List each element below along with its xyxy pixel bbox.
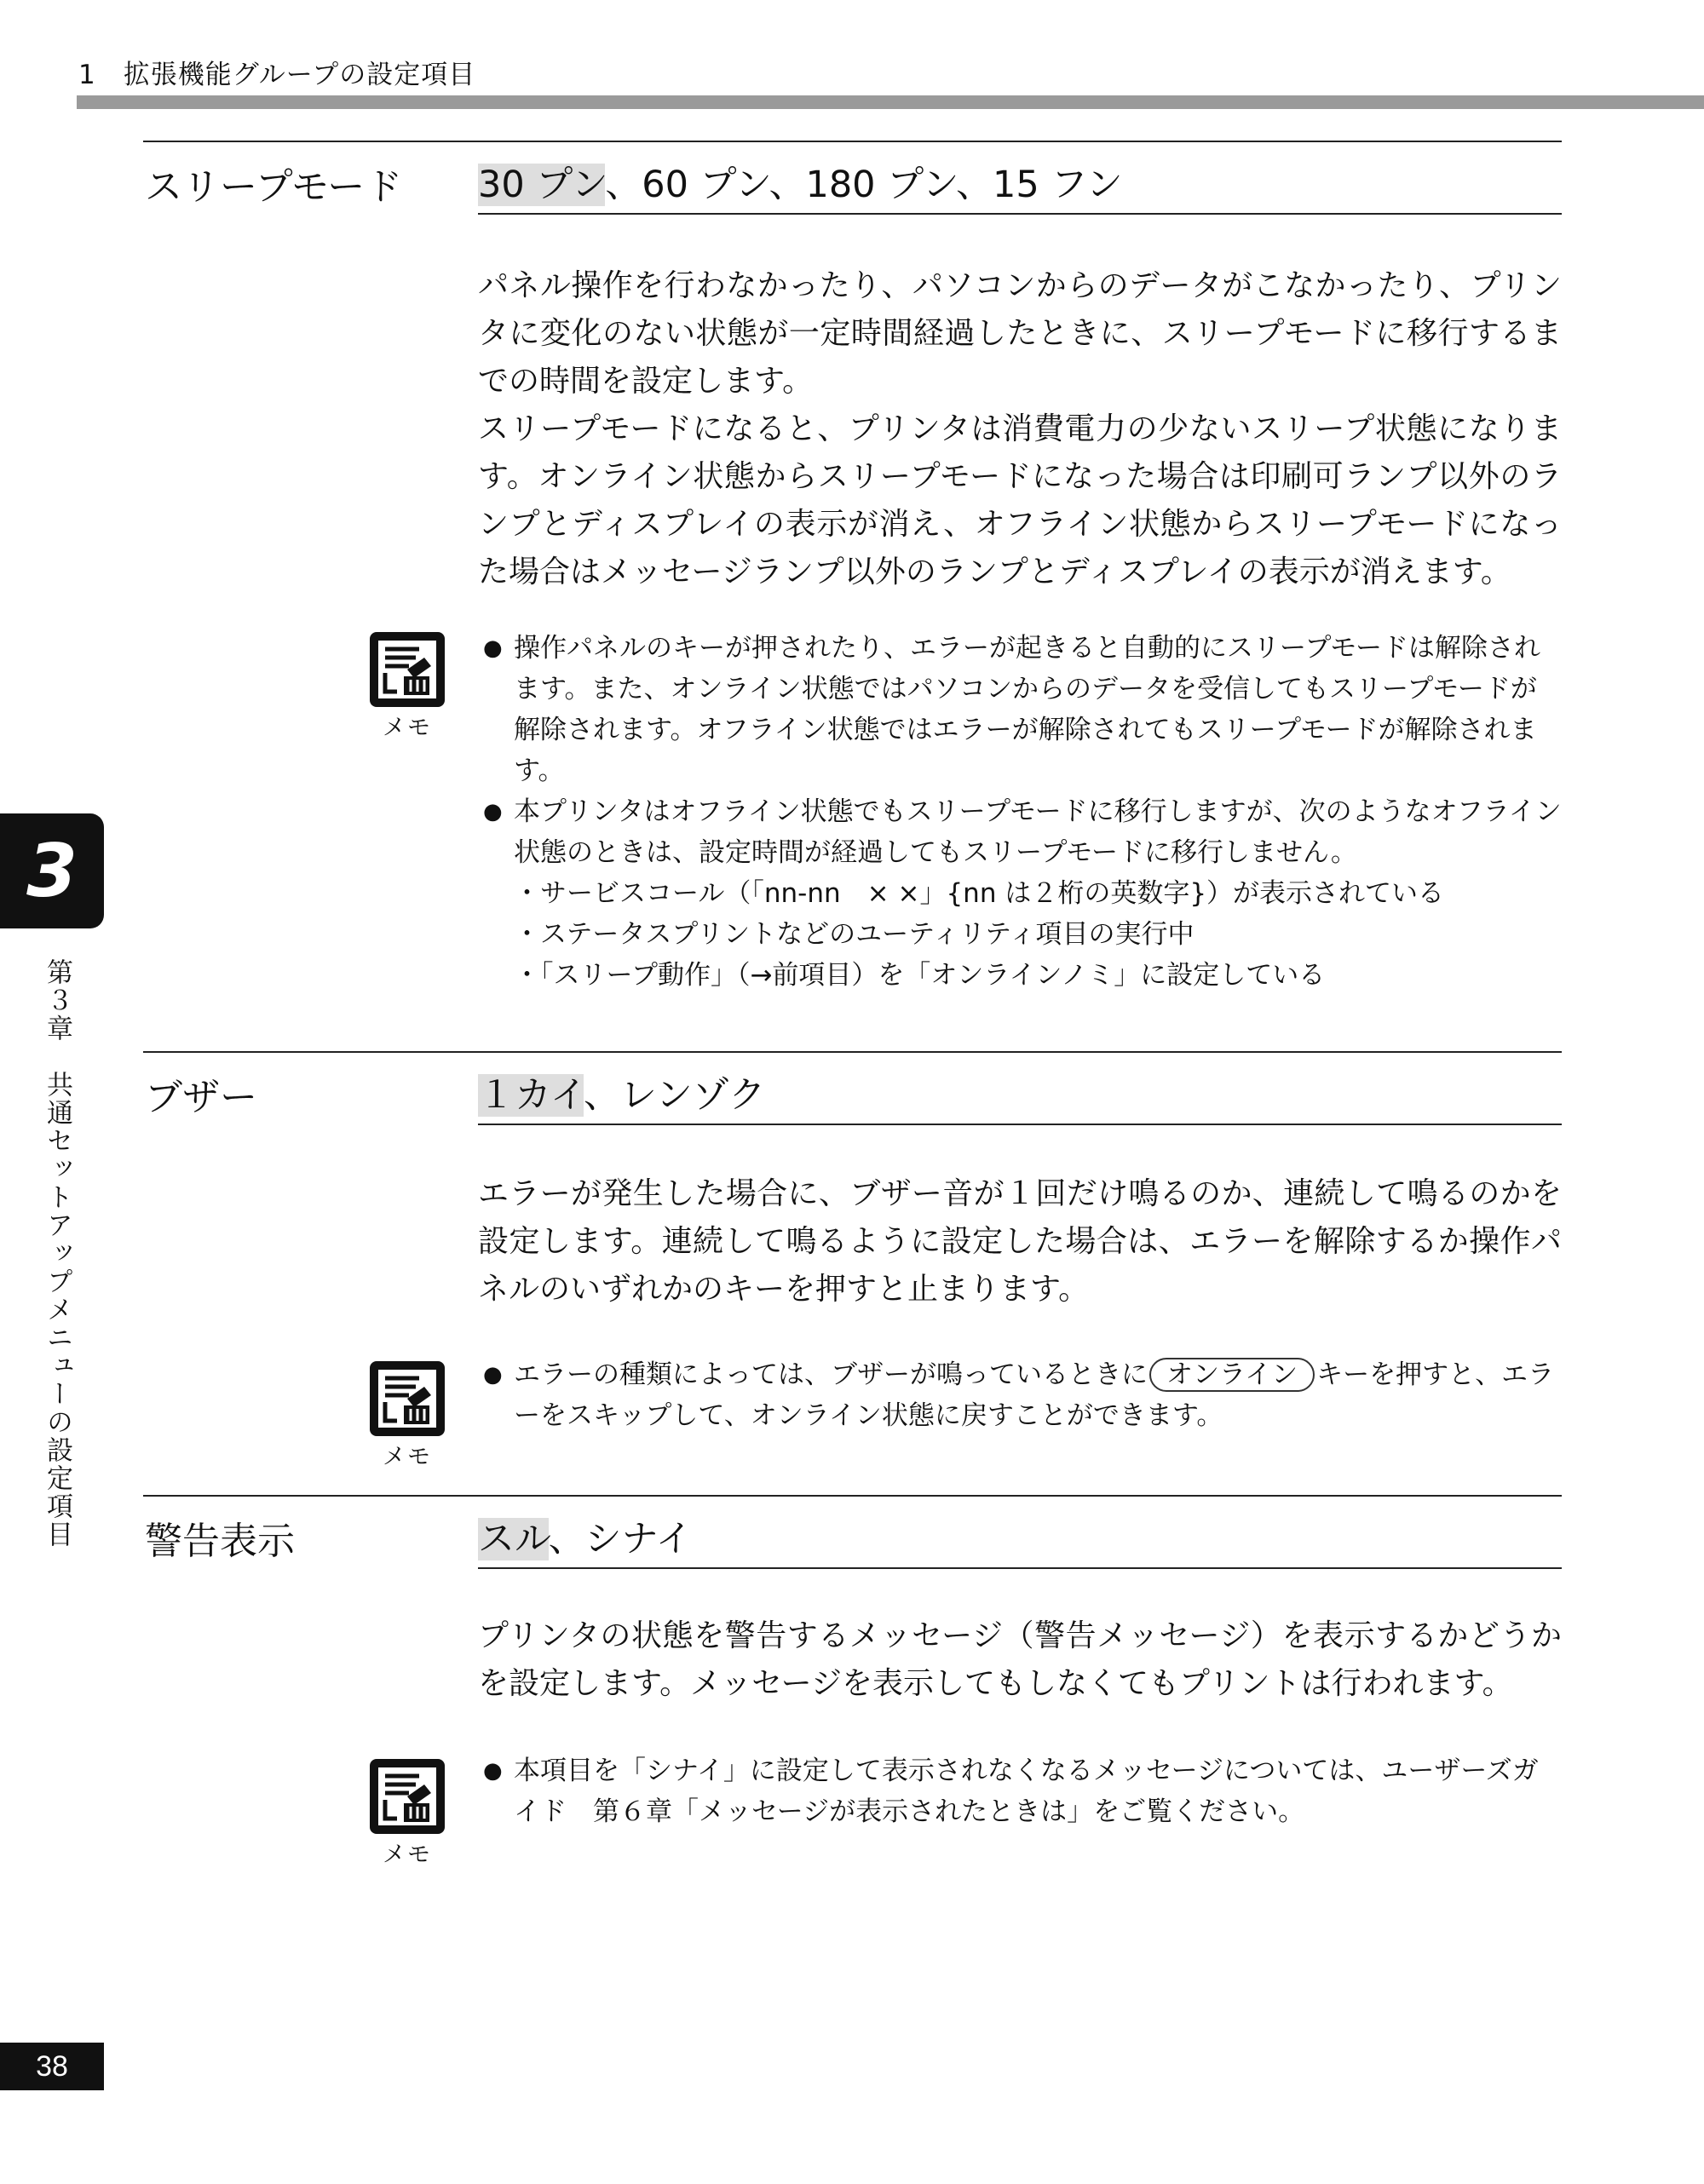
chapter-tab: 3 [0,813,104,928]
memo-pencil-icon [368,1757,446,1836]
bullet-icon: ● [483,1758,503,1784]
section-rule [143,1051,1562,1053]
memo-icon [368,1757,446,1869]
memo-item: ● エラーの種類によっては、ブザーが鳴っているときに オンライン キーを押すと、エラーをスキップして、オンライン状態に戻すことができます。 [514,1354,1562,1436]
chapter-vertical-title: 第３章 共通セットアップメニューの設定項目 [42,958,72,1549]
option-list [478,156,1562,215]
option-others: 、シナイ [548,1518,693,1560]
header-rule [77,95,1704,109]
option-selected: 30 プン [478,164,606,206]
memo-list [483,1354,1562,1436]
section-description [478,1612,1562,1708]
online-key: オンライン [1149,1358,1315,1392]
memo-icon [368,630,446,742]
bullet-icon: ● [483,635,503,661]
memo-item: ● 本プリンタはオフライン状態でもスリープモードに移行しますが、次のようなオフライン状態のときは、設定時間が経過してもスリープモードに移行しません。 ・サービスコール（「nn-nn × ×」{nn は２桁の英数字}）が表示されている ・ステータスプリントなどのユーティリティ項目の実行中 ・「スリープ動作」（→前項目）を「オンラインノミ」に設定している [514,791,1562,996]
option-selected: スル [478,1518,549,1560]
memo-icon [368,1359,446,1471]
option-others: 、レンゾク [583,1074,766,1117]
memo-item: ● 本項目を「シナイ」に設定して表示されなくなるメッセージについては、ユーザーズガイド 第６章「メッセージが表示されたときは」をご覧ください。 [514,1750,1562,1832]
running-header: 1 拡張機能グループの設定項目 [78,60,476,90]
bullet-icon: ● [483,799,503,825]
section-title: ブザー [145,1076,257,1119]
memo-subitem: ・ステータスプリントなどのユーティリティ項目の実行中 [514,919,1195,950]
description-paragraph: スリープモードになると、プリンタは消費電力の少ないスリープ状態になります。オンライン状態からスリープモードになった場合は印刷可ランプ以外のランプとディスプレイの表示が消え、オフライン状態からスリープモードになった場合はメッセージランプ以外のランプとディスプレイの表示が消えます。 [478,411,1562,589]
memo-label: メモ [383,1444,432,1470]
memo-list [483,1750,1562,1832]
memo-pencil-icon [368,1359,446,1438]
section-rule [143,141,1562,142]
page-number: 38 [0,2043,104,2090]
option-list [478,1066,1562,1125]
section-description [478,262,1562,596]
description-paragraph: プリンタの状態を警告するメッセージ（警告メッセージ）を表示するかどうかを設定します。メッセージを表示してもしなくてもプリントは行われます。 [478,1618,1562,1701]
memo-list [483,628,1562,996]
memo-subitem: ・サービスコール（「nn-nn × ×」{nn は２桁の英数字}）が表示されている [514,878,1445,909]
memo-pencil-icon [368,630,446,709]
option-selected: １カイ [478,1074,584,1117]
description-paragraph: エラーが発生した場合に、ブザー音が１回だけ鳴るのか、連続して鳴るのかを設定します。連続して鳴るように設定した場合は、エラーを解除するか操作パネルのいずれかのキーを押すと止まります。 [478,1176,1562,1307]
memo-label: メモ [383,715,432,741]
section-description [478,1170,1562,1313]
section-title: 警告表示 [145,1520,295,1563]
section-title: スリープモード [145,165,403,209]
memo-subitem: ・「スリープ動作」（→前項目）を「オンラインノミ」に設定している [514,960,1326,991]
option-others: 、60 プン、180 プン、15 フン [605,164,1123,206]
section-rule [143,1495,1562,1497]
option-list [478,1510,1562,1569]
memo-label: メモ [383,1842,432,1868]
memo-item: ● 操作パネルのキーが押されたり、エラーが起きると自動的にスリープモードは解除されます。また、オンライン状態ではパソコンからのデータを受信してもスリープモードが解除されます。オフライン状態ではエラーが解除されてもスリープモードが解除されます。 [514,628,1562,791]
bullet-icon: ● [483,1362,503,1388]
description-paragraph: パネル操作を行わなかったり、パソコンからのデータがこなかったり、プリンタに変化のない状態が一定時間経過したときに、スリープモードに移行するまでの時間を設定します。 [478,268,1562,399]
